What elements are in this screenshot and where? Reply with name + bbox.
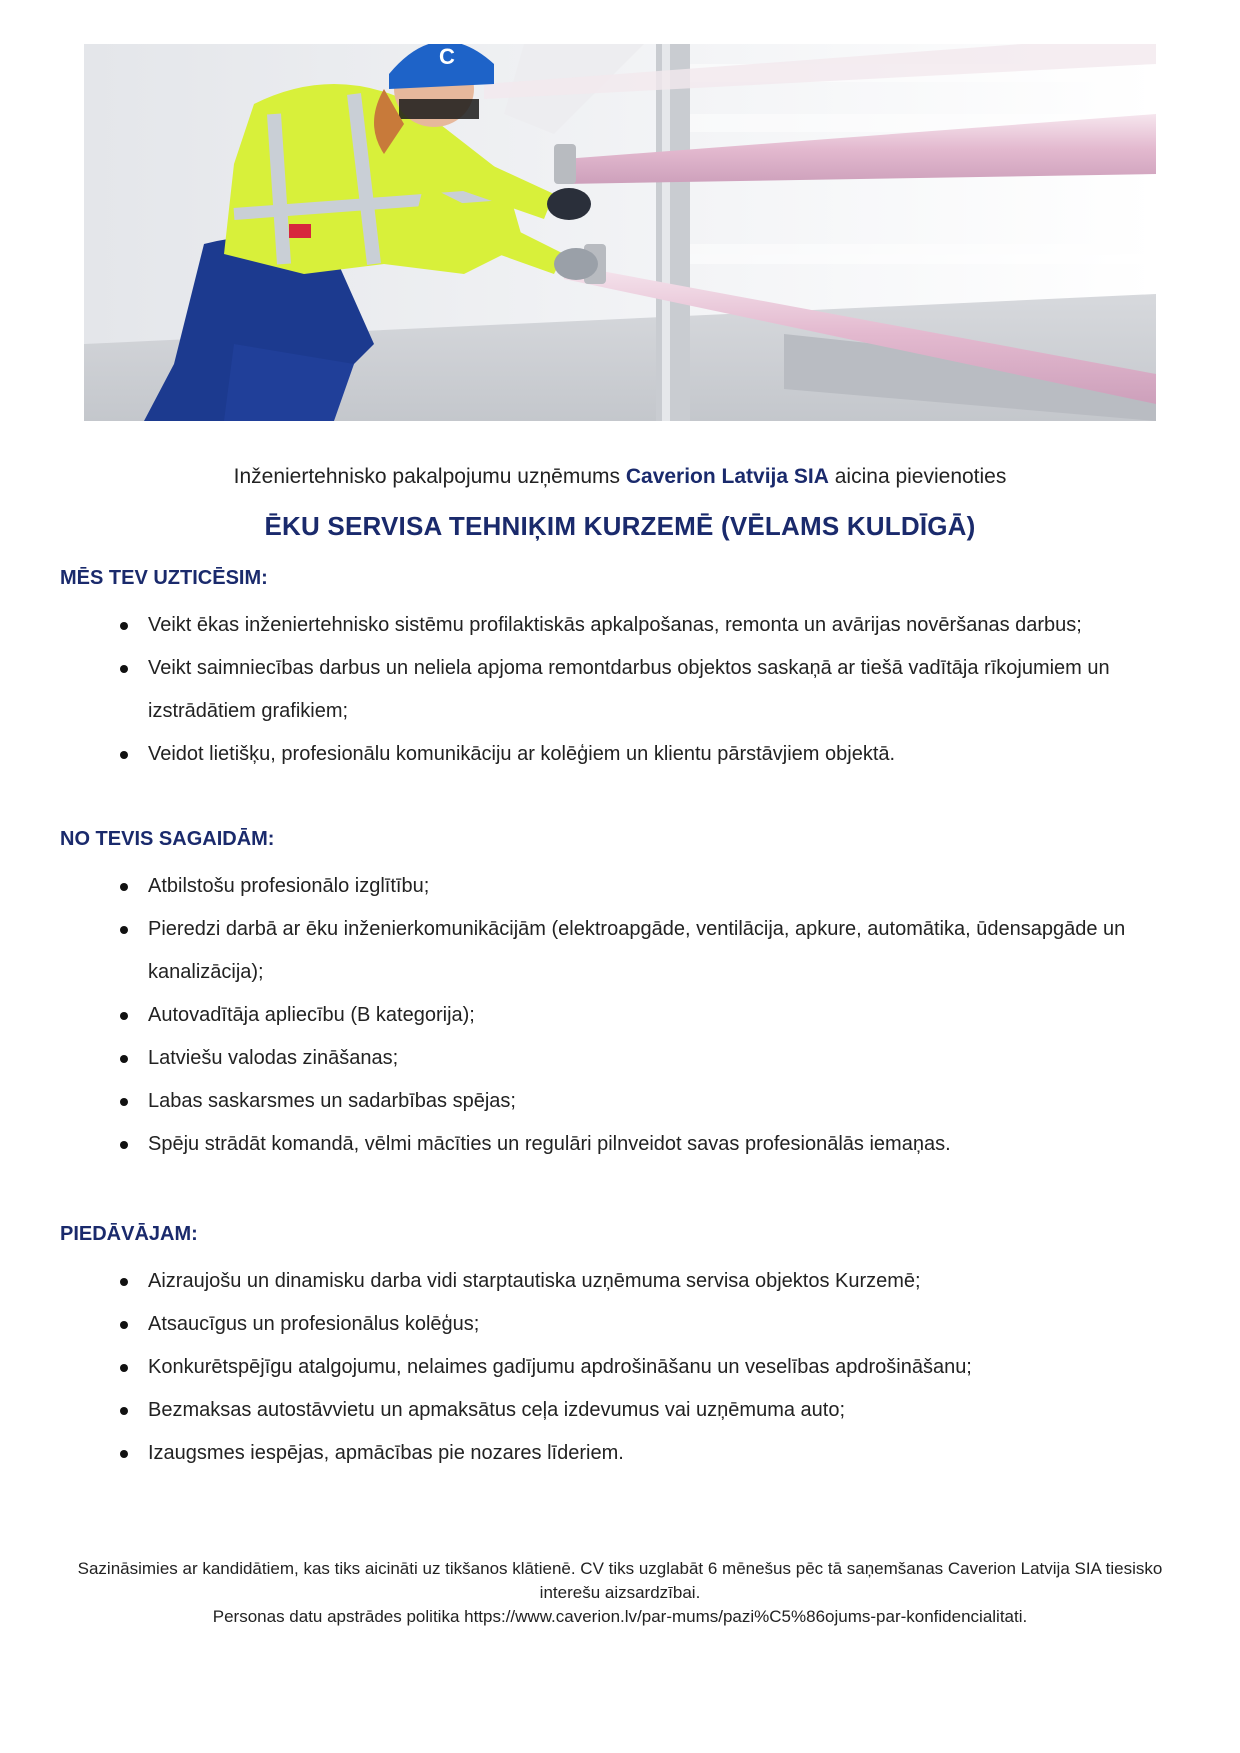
list-item: Veikt ēkas inženiertehnisko sistēmu profilaktiskās apkalpošanas, remonta un avārijas novēršanas darbus; [60, 604, 1190, 647]
bullet-icon [120, 1012, 128, 1020]
list-item: Veikt saimniecības darbus un neliela apjoma remontdarbus objektos saskaņā ar tiešā vadītāja rīkojumiem un izstrādātiem grafikiem; [60, 647, 1190, 733]
section-heading: NO TEVIS SAGAIDĀM: [60, 828, 275, 850]
list-item: Latviešu valodas zināšanas; [60, 1037, 1190, 1080]
list-item: Spēju strādāt komandā, vēlmi mācīties un regulāri pilnveidot savas profesionālās iemaņas. [60, 1123, 1190, 1166]
section-responsibilities [60, 562, 1190, 776]
bullet-icon [120, 926, 128, 934]
bullet-icon [120, 1055, 128, 1063]
responsibilities-list [60, 604, 1190, 776]
section-heading: PIEDĀVĀJAM: [60, 1223, 198, 1245]
footer-retention-text: Sazināsimies ar kandidātiem, kas tiks aicināti uz tikšanos klātienē. CV tiks uzglabāt 6 mēnešus pēc tā saņemšanas Caverion Latvija SIA tiesisko interešu aizsardzībai. [77, 1559, 1163, 1602]
intro-after: aicina pievienoties [828, 465, 1007, 488]
bullet-icon [120, 883, 128, 891]
bullet-icon [120, 1364, 128, 1372]
svg-text:C: C [439, 44, 455, 69]
section-offer [60, 1218, 1190, 1475]
list-item: Atsaucīgus un profesionālus kolēģus; [60, 1303, 1190, 1346]
list-item: Aizraujošu un dinamisku darba vidi starptautiska uzņēmuma servisa objektos Kurzemē; [60, 1260, 1190, 1303]
company-name: Caverion Latvija SIA [625, 465, 829, 488]
bullet-icon [120, 1407, 128, 1415]
list-item: Pieredzi darbā ar ēku inženierkomunikācijām (elektroapgāde, ventilācija, apkure, automātika, ūdensapgāde un kanalizācija); [60, 908, 1190, 994]
footer-privacy-link[interactable]: Personas datu apstrādes politika https://www.caverion.lv/par-mums/pazi%C5%86ojums-par-konfidencialitati. [212, 1607, 1028, 1626]
job-title: ĒKU SERVISA TEHNIĶIM KURZEMĒ (VĒLAMS KULDĪGĀ) [264, 511, 976, 541]
requirements-list [60, 865, 1190, 1166]
intro-before: Inženiertehnisko pakalpojumu uzņēmums [233, 465, 626, 488]
list-item: Labas saskarsmes un sadarbības spējas; [60, 1080, 1190, 1123]
list-item: Bezmaksas autostāvvietu un apmaksātus ceļa izdevumus vai uzņēmuma auto; [60, 1389, 1190, 1432]
bullet-icon [120, 1321, 128, 1329]
list-item: Atbilstošu profesionālo izglītību; [60, 865, 1190, 908]
section-heading: MĒS TEV UZTICĒSIM: [60, 567, 268, 589]
list-item: Veidot lietišķu, profesionālu komunikāciju ar kolēģiem un klientu pārstāvjiem objektā. [60, 733, 1190, 776]
bullet-icon [120, 622, 128, 630]
bullet-icon [120, 665, 128, 673]
list-item: Autovadītāja apliecību (B kategorija); [60, 994, 1190, 1037]
bullet-icon [120, 751, 128, 759]
intro-line [0, 462, 1240, 492]
bullet-icon [120, 1450, 128, 1458]
section-requirements [60, 823, 1190, 1166]
list-item: Konkurētspējīgu atalgojumu, nelaimes gadījumu apdrošināšanu un veselības apdrošināšanu; [60, 1346, 1190, 1389]
offer-list [60, 1260, 1190, 1475]
bullet-icon [120, 1278, 128, 1286]
bullet-icon [120, 1141, 128, 1149]
list-item: Izaugsmes iespējas, apmācības pie nozares līderiem. [60, 1432, 1190, 1475]
hero-photo-illustration [84, 44, 1156, 421]
footer-note [70, 1557, 1170, 1629]
bullet-icon [120, 1098, 128, 1106]
hero-image [84, 44, 1156, 421]
